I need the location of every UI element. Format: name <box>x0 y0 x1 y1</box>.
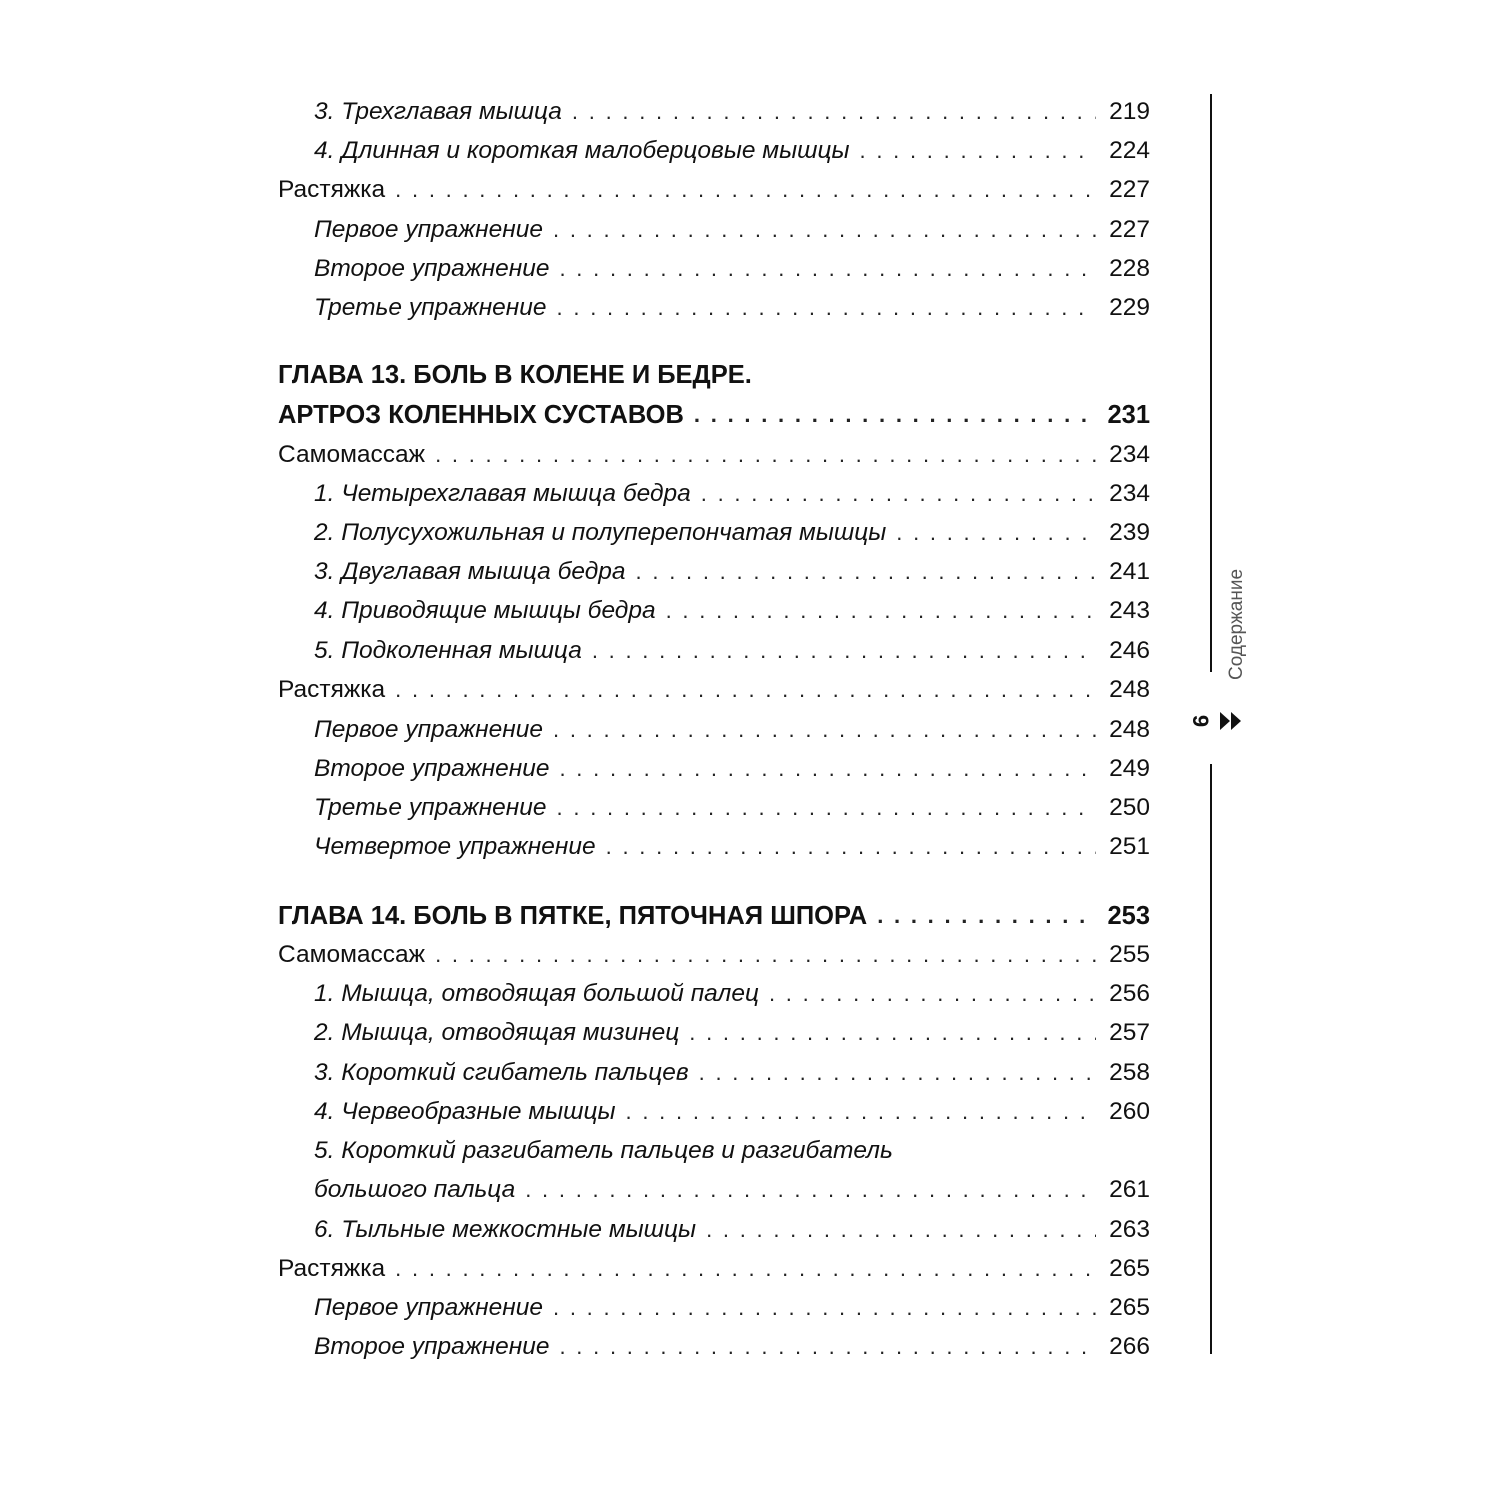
toc-section-entry <box>278 670 1150 710</box>
toc-leader-dots <box>765 981 1096 1007</box>
toc-entry-page: 219 <box>1109 98 1150 125</box>
toc-entry-title: Второе упражнение <box>314 1333 550 1360</box>
toc-leader-dots <box>873 903 1096 929</box>
toc-entry-page: 224 <box>1109 137 1150 164</box>
toc-subentry <box>314 474 1150 514</box>
toc-entry-page: 231 <box>1107 400 1150 429</box>
toc-chapter-entry <box>278 896 1150 936</box>
toc-leader-dots <box>555 756 1096 782</box>
toc-section-entry <box>278 1249 1150 1289</box>
toc-subentry <box>314 1053 1150 1093</box>
toc-leader-dots <box>549 1295 1096 1321</box>
toc-entry-title: Первое упражнение <box>314 1294 543 1321</box>
toc-entry-title: 1. Мышца, отводящая большой палец <box>314 980 759 1007</box>
toc-leader-dots <box>697 481 1096 507</box>
toc-entry-page: 229 <box>1109 294 1150 321</box>
toc-section-entry <box>278 170 1150 210</box>
toc-leader-dots <box>622 1099 1096 1125</box>
toc-entry-page: 257 <box>1109 1019 1150 1046</box>
toc-subentry <box>314 513 1150 553</box>
toc-subentry <box>314 210 1150 250</box>
toc-leader-dots <box>690 402 1096 428</box>
toc-leader-dots <box>632 559 1096 585</box>
toc-entry-page: 261 <box>1109 1176 1150 1203</box>
toc-entry-title: Самомассаж <box>278 941 426 968</box>
toc-entry-page: 249 <box>1109 755 1150 782</box>
toc-entry-title: Третье упражнение <box>314 294 547 321</box>
toc-subentry <box>314 249 1150 289</box>
toc-entry-page: 256 <box>1109 980 1150 1007</box>
toc-leader-dots <box>555 256 1096 282</box>
toc-entry-title: 2. Мышца, отводящая мизинец <box>314 1019 680 1046</box>
toc-entry-page: 246 <box>1109 637 1150 664</box>
toc-leader-dots <box>391 677 1096 703</box>
toc-entry-page: 251 <box>1109 833 1150 860</box>
toc-subentry <box>314 1327 1150 1367</box>
toc-entry-title: Растяжка <box>278 1255 386 1282</box>
toc-entry-title: 3. Двуглавая мышца бедра <box>314 558 626 585</box>
toc-subentry <box>314 591 1150 631</box>
toc-entry-page: 263 <box>1109 1216 1150 1243</box>
toc-entry-title: 6. Тыльные межкостные мышцы <box>314 1216 697 1243</box>
toc-leader-dots <box>549 717 1096 743</box>
toc-leader-dots <box>892 520 1096 546</box>
toc-entry-page: 241 <box>1109 558 1150 585</box>
toc-entry-page: 265 <box>1109 1294 1150 1321</box>
toc-entry-title: 3. Короткий сгибатель пальцев <box>314 1059 689 1086</box>
toc-section-entry <box>278 435 1150 475</box>
page-number: 9 <box>1188 714 1213 728</box>
toc-subentry <box>314 1092 1150 1132</box>
toc-entry-title: АРТРОЗ КОЛЕННЫХ СУСТАВОВ <box>278 400 684 429</box>
toc-entry-title: Четвертое упражнение <box>314 833 596 860</box>
toc-entry-title: 5. Подколенная мышца <box>314 637 582 664</box>
sidebar-divider-bottom <box>1210 764 1212 1354</box>
toc-entry-title: 5. Короткий разгибатель пальцев и разгибатель <box>314 1137 893 1164</box>
toc-leader-dots <box>685 1020 1096 1046</box>
toc-leader-dots <box>856 138 1097 164</box>
toc-chapter-entry <box>278 395 1150 435</box>
double-chevron-right-icon <box>1218 708 1244 734</box>
toc-subentry <box>314 92 1150 132</box>
toc-entry-title: Растяжка <box>278 176 386 203</box>
toc-subentry <box>314 974 1150 1014</box>
toc-entry-title: Самомассаж <box>278 441 426 468</box>
toc-entry-page: 248 <box>1109 716 1150 743</box>
toc-entry-title: 4. Длинная и короткая малоберцовые мышцы <box>314 137 850 164</box>
toc-leader-dots <box>391 1256 1096 1282</box>
toc-subentry <box>314 788 1150 828</box>
toc-leader-dots <box>431 942 1096 968</box>
toc-entry-title: 2. Полусухожильная и полуперепончатая мышцы <box>314 519 887 546</box>
toc-subentry <box>314 631 1150 671</box>
toc-entry-title: Первое упражнение <box>314 716 543 743</box>
toc-subentry <box>314 1131 1150 1171</box>
toc-entry-title: Третье упражнение <box>314 794 547 821</box>
toc-entry-page: 255 <box>1109 941 1150 968</box>
toc-subentry <box>314 827 1150 867</box>
toc-entry-page: 253 <box>1107 901 1150 930</box>
toc-subentry <box>314 1288 1150 1328</box>
toc-subentry <box>314 131 1150 171</box>
toc-entry-page: 243 <box>1109 597 1150 624</box>
toc-entry-page: 250 <box>1109 794 1150 821</box>
toc-subentry <box>314 1170 1150 1210</box>
toc-subentry <box>314 710 1150 750</box>
toc-entry-title: ГЛАВА 13. БОЛЬ В КОЛЕНЕ И БЕДРЕ. <box>278 360 752 389</box>
toc-leader-dots <box>588 638 1096 664</box>
toc-subentry <box>314 288 1150 328</box>
toc-entry-page: 239 <box>1109 519 1150 546</box>
toc-leader-dots <box>702 1217 1096 1243</box>
toc-leader-dots <box>391 177 1096 203</box>
toc-entry-page: 227 <box>1109 176 1150 203</box>
toc-leader-dots <box>602 834 1096 860</box>
toc-entry-page: 227 <box>1109 216 1150 243</box>
toc-leader-dots <box>431 442 1096 468</box>
toc-entry-title: 4. Червеобразные мышцы <box>314 1098 616 1125</box>
toc-entry-page: 248 <box>1109 676 1150 703</box>
toc-subentry <box>314 1210 1150 1250</box>
toc-entry-title: 4. Приводящие мышцы бедра <box>314 597 656 624</box>
section-label: Содержание <box>1226 568 1247 680</box>
toc-leader-dots <box>553 295 1096 321</box>
toc-entry-title: Растяжка <box>278 676 386 703</box>
toc-entry-title: большого пальца <box>314 1176 516 1203</box>
toc-subentry <box>314 552 1150 592</box>
toc-subentry <box>314 749 1150 789</box>
toc-leader-dots <box>568 99 1096 125</box>
toc-entry-title: Первое упражнение <box>314 216 543 243</box>
toc-leader-dots <box>695 1060 1096 1086</box>
toc-section-entry <box>278 935 1150 975</box>
toc-entry-title: Второе упражнение <box>314 755 550 782</box>
toc-entry-title: 3. Трехглавая мышца <box>314 98 562 125</box>
toc-entry-page: 266 <box>1109 1333 1150 1360</box>
toc-entry-title: Второе упражнение <box>314 255 550 282</box>
toc-entry-title: ГЛАВА 14. БОЛЬ В ПЯТКЕ, ПЯТОЧНАЯ ШПОРА <box>278 901 868 930</box>
toc-entry-page: 228 <box>1109 255 1150 282</box>
toc-leader-dots <box>555 1334 1096 1360</box>
toc-leader-dots <box>662 598 1096 624</box>
toc-chapter-entry <box>278 355 1150 395</box>
toc-leader-dots <box>521 1177 1096 1203</box>
toc-entry-page: 234 <box>1109 480 1150 507</box>
toc-entry-page: 258 <box>1109 1059 1150 1086</box>
toc-leader-dots <box>553 795 1096 821</box>
toc-entry-page: 234 <box>1109 441 1150 468</box>
sidebar-divider-top <box>1210 94 1212 672</box>
toc-subentry <box>314 1013 1150 1053</box>
toc-entry-page: 260 <box>1109 1098 1150 1125</box>
toc-leader-dots <box>549 217 1096 243</box>
toc-entry-title: 1. Четырехглавая мышца бедра <box>314 480 691 507</box>
toc-entry-page: 265 <box>1109 1255 1150 1282</box>
